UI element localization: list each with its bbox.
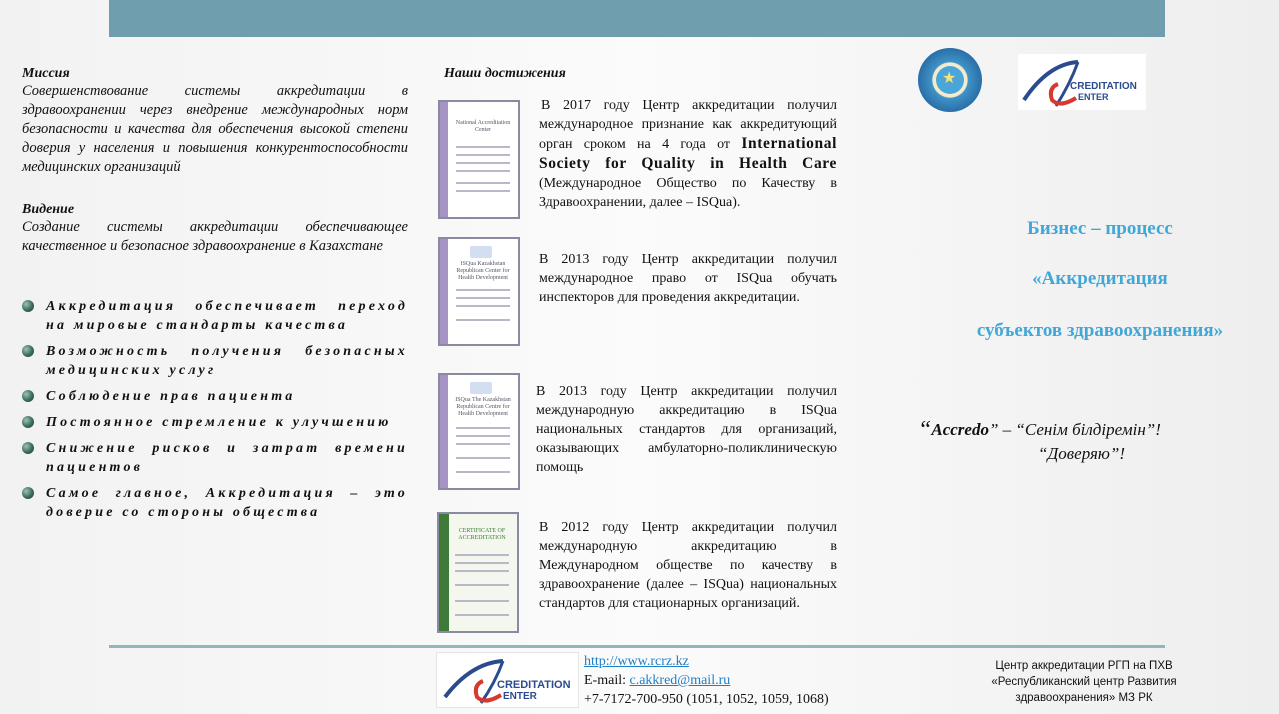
certificate-image: ISQua Kazakhstan Republican Center for Health Development <box>438 237 520 346</box>
top-banner <box>109 0 1165 37</box>
achievement-text: В 2012 году Центр аккредитации получил международную аккредитацию в Международном обществе по качеству в здравоохранение (далее – ISQua) национальных стандартов для стационарных организаций. <box>539 520 837 611</box>
bullet-icon <box>22 487 34 499</box>
achievement-text: В 2017 году Центр аккредитации получил международное признание как аккредитующий орган сроком на 4 года от International Society for Quality in Health Care (Международное Общество по Качеству в Здравоохранении, далее – ISQua). <box>539 98 837 210</box>
phone-number: +7-7172-700-950 (1051, 1052, 1059, 1068) <box>584 692 829 707</box>
accredo-quote: “Accredo” – “Сенім білдіремін”! “Доверяю”! <box>918 417 1161 463</box>
business-process-title: субъектов здравоохранения» <box>976 320 1224 341</box>
list-item: Постоянное стремление к улучшению <box>22 413 408 432</box>
contact-info: http://www.rcrz.kz E-mail: c.akkred@mail.ru +7-7172-700-950 (1051, 1052, 1059, 1068) <box>584 654 829 707</box>
achievement-text: В 2013 году Центр аккредитации получил международное право от ISQua обучать инспекторов для проведения аккредитации. <box>539 252 837 305</box>
list-item: Аккредитация обеспечивает переход на мировые стандарты качества <box>22 297 408 335</box>
list-item: Возможность получения безопасных медицинских услуг <box>22 342 408 380</box>
certificate-image: National Accreditation Center <box>438 100 520 219</box>
footer-divider <box>109 645 1165 648</box>
list-item: Самое главное, Аккредитация – это доверие со стороны общества <box>22 484 408 522</box>
achievements-heading: Наши достижения <box>444 66 566 81</box>
bullet-icon <box>22 442 34 454</box>
bullet-icon <box>22 300 34 312</box>
vision-text: Создание системы аккредитации обеспечивающее качественное и безопасное здравоохранение в Казахстане <box>22 219 408 254</box>
mission-heading: Миссия <box>22 66 70 81</box>
mission-text: Совершенствование системы аккредитации в здравоохранении через внедрение международных норм безопасности и качества для обеспечения высокой степени доверия у населения и повышения конкурентоспособности медицинских организаций <box>22 83 408 175</box>
certificate-image: CERTIFICATE OF ACCREDITATION <box>437 512 519 633</box>
business-process-title: Бизнес – процесс <box>1027 218 1173 239</box>
bullet-icon <box>22 390 34 402</box>
organization-name: Центр аккредитации РГП на ПХВ «Республиканский центр Развития здравоохранения» МЗ РК <box>991 660 1177 704</box>
email-link[interactable]: c.akkred@mail.ru <box>629 673 731 688</box>
mission-section <box>22 66 408 177</box>
vision-heading: Видение <box>22 202 75 217</box>
benefits-list <box>22 297 408 529</box>
bullet-icon <box>22 416 34 428</box>
accreditation-center-logo: CREDITATION ENTER <box>1018 54 1146 110</box>
bullet-icon <box>22 345 34 357</box>
business-process-title: «Аккредитация <box>1032 268 1168 289</box>
kazakhstan-emblem-logo: ★ <box>918 48 982 112</box>
vision-section <box>22 202 408 256</box>
list-item: Снижение рисков и затрат времени пациентов <box>22 439 408 477</box>
footer-accreditation-logo: CREDITATION ENTER <box>436 652 579 708</box>
achievement-text: В 2013 году Центр аккредитации получил международную аккредитацию в ISQua национальных стандартов для организаций, оказывающих амбулаторно-поликлиническую помощь <box>536 384 837 475</box>
website-link[interactable]: http://www.rcrz.kz <box>584 654 689 669</box>
list-item: Соблюдение прав пациента <box>22 387 408 406</box>
certificate-image: ISQua The Kazakhstan Republican Centre for Health Development <box>438 373 520 490</box>
